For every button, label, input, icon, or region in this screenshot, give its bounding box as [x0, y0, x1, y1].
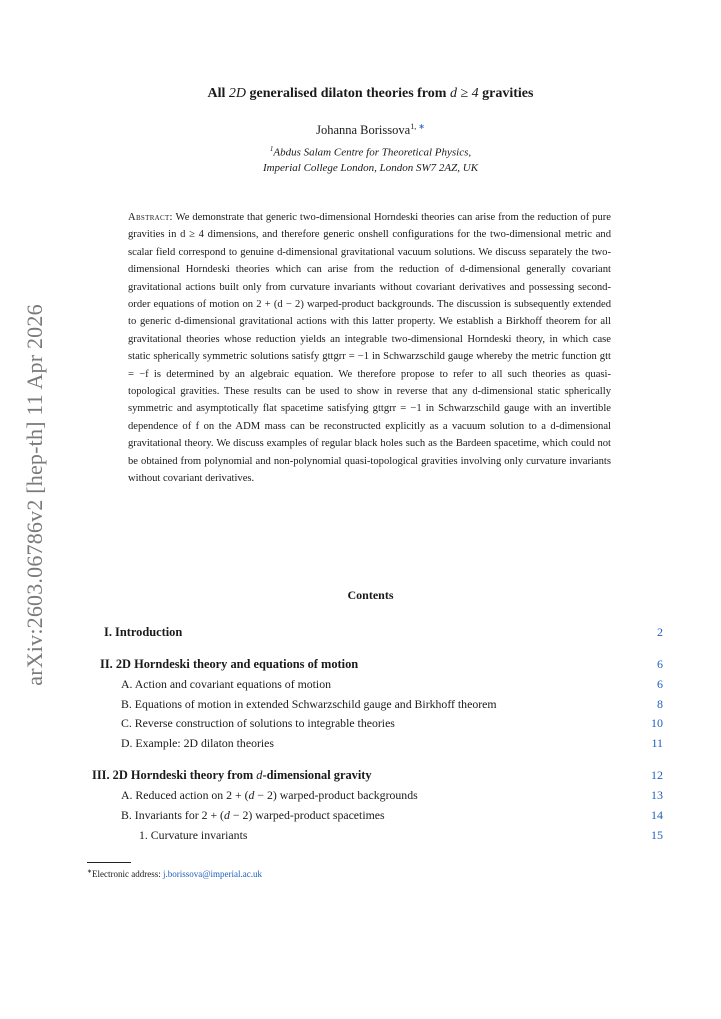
toc-label-part[interactable]: B. Invariants for 2 + ( — [121, 808, 224, 822]
toc-page-number[interactable]: 14 — [651, 808, 663, 822]
toc-entry[interactable] — [0, 677, 721, 693]
paper-title — [0, 86, 721, 102]
affiliation-line-1 — [0, 145, 721, 159]
abstract — [128, 209, 611, 488]
title-part: gravities — [478, 86, 534, 101]
toc-page-number[interactable]: 2 — [657, 625, 663, 639]
toc-page-number[interactable]: 12 — [651, 768, 663, 782]
title-part: generalised dilaton theories from — [246, 86, 450, 101]
toc-label-part[interactable]: A. Reduced action on 2 + ( — [121, 788, 249, 802]
toc-label[interactable]: II. 2D Horndeski theory and equations of motion — [100, 657, 359, 671]
toc-page-number[interactable]: 10 — [651, 716, 663, 730]
toc-label-part[interactable]: III. 2D Horndeski theory from — [92, 768, 257, 782]
toc-label[interactable] — [121, 808, 385, 823]
toc-label[interactable]: B. Equations of motion in extended Schwarzschild gauge and Birkhoff theorem — [121, 697, 497, 711]
title-part: All — [207, 86, 229, 101]
toc-label[interactable]: I. Introduction — [104, 625, 183, 639]
footnote-marker: ∗ — [87, 869, 93, 875]
toc-entry[interactable] — [0, 657, 721, 673]
abstract-label: Abstract: — [128, 212, 173, 223]
toc-page-number[interactable]: 8 — [657, 697, 663, 711]
contents-heading: Contents — [347, 588, 394, 602]
affiliation-text: Imperial College London, London SW7 2AZ, UK — [262, 162, 479, 174]
toc-entry[interactable] — [0, 828, 721, 844]
toc-page-number[interactable]: 11 — [651, 736, 663, 750]
toc-entry[interactable] — [0, 697, 721, 713]
affiliation-marker: 1 — [269, 145, 274, 153]
footnote-link[interactable]: ∗ — [418, 122, 425, 131]
author-affil-marker: 1, — [410, 122, 419, 131]
toc-entry[interactable] — [0, 788, 721, 804]
affiliation-line-2 — [0, 162, 721, 174]
toc-label[interactable] — [92, 768, 372, 783]
title-math: 2D — [228, 86, 247, 101]
toc-entry[interactable] — [0, 808, 721, 824]
footnote — [87, 868, 262, 879]
email-link[interactable]: j.borissova@imperial.ac.uk — [163, 869, 263, 879]
title-math: d ≥ 4 — [449, 86, 479, 101]
toc-label[interactable]: D. Example: 2D dilaton theories — [121, 736, 274, 750]
author-name: Johanna Borissova — [316, 123, 411, 138]
footnote-text: Electronic address: — [92, 869, 164, 879]
toc-entry[interactable] — [0, 736, 721, 752]
toc-page-number[interactable]: 13 — [651, 788, 663, 802]
toc-entry[interactable] — [0, 716, 721, 732]
toc-page-number[interactable]: 6 — [657, 677, 663, 691]
abstract-text: We demonstrate that generic two-dimensional Horndeski theories can arise from the reduction of pure gravities in d ≥ 4 dimensions, and therefore generic onshell configurations for the two-dimensional metric and scalar field correspond to genuine d-dimensional gravitational vacuum solutions. We discuss separately the two-dimensional Horndeski theories which can arise from the reduction of d-dimensional generally covariant gravitational actions built only from curvature invariants without covariant derivatives and possessing second-order equations of motion on 2 + (d − 2) warped-product backgrounds. The discussion is subsequently extended to generic d-dimensional gravitational actions with this latter property. We establish a Birkhoff theorem for all gravitational theories whose reduction yields an integrable two-dimensional Horndeski theory, in which case static spherically symmetric solutions satisfy gttgrr = −1 in Schwarzschild gauge whereby the metric function gtt = −f is determined by an algebraic equation. We therefore propose to refer to all such theories as quasi-topological gravities. These results can be used to show in reverse that any d-dimensional static spherically symmetric and asymptotically flat spacetime satisfying gttgrr = −1 in Schwarzschild gauge with an invertible dependence of f on the ADM mass can be reconstructed explicitly as a vacuum solution to a d-dimensional gravitational theory. We discuss examples of regular black holes such as the Bardeen spacetime, which could not be obtained from polynomial and non-polynomial quasi-topological gravities involving only curvature invariants without covariant derivatives. — [128, 212, 611, 485]
footnote-rule — [87, 862, 131, 863]
toc-entry[interactable] — [0, 768, 721, 784]
toc-label-math[interactable]: d — [223, 808, 230, 822]
toc-label[interactable]: A. Action and covariant equations of motion — [121, 677, 332, 691]
toc-entry[interactable] — [0, 625, 721, 641]
affiliation-text: Abdus Salam Centre for Theoretical Physics, — [273, 146, 472, 159]
toc-page-number[interactable]: 15 — [651, 828, 663, 842]
author-line — [0, 122, 721, 138]
toc-label-math[interactable]: d — [256, 768, 263, 782]
arxiv-identifier-text: arXiv:2603.06786v2 [hep-th] 11 Apr 2026 — [22, 304, 47, 686]
toc-page-number[interactable]: 6 — [657, 657, 663, 671]
toc-label-part[interactable]: − 2) warped-product backgrounds — [254, 788, 418, 802]
toc-label[interactable]: 1. Curvature invariants — [139, 828, 248, 842]
toc-label[interactable]: C. Reverse construction of solutions to integrable theories — [121, 716, 395, 730]
toc-label-part[interactable]: − 2) warped-product spacetimes — [229, 808, 385, 822]
toc-label-part[interactable]: -dimensional gravity — [262, 768, 372, 782]
toc-label-math[interactable]: d — [248, 788, 255, 802]
toc-label[interactable] — [121, 788, 418, 803]
